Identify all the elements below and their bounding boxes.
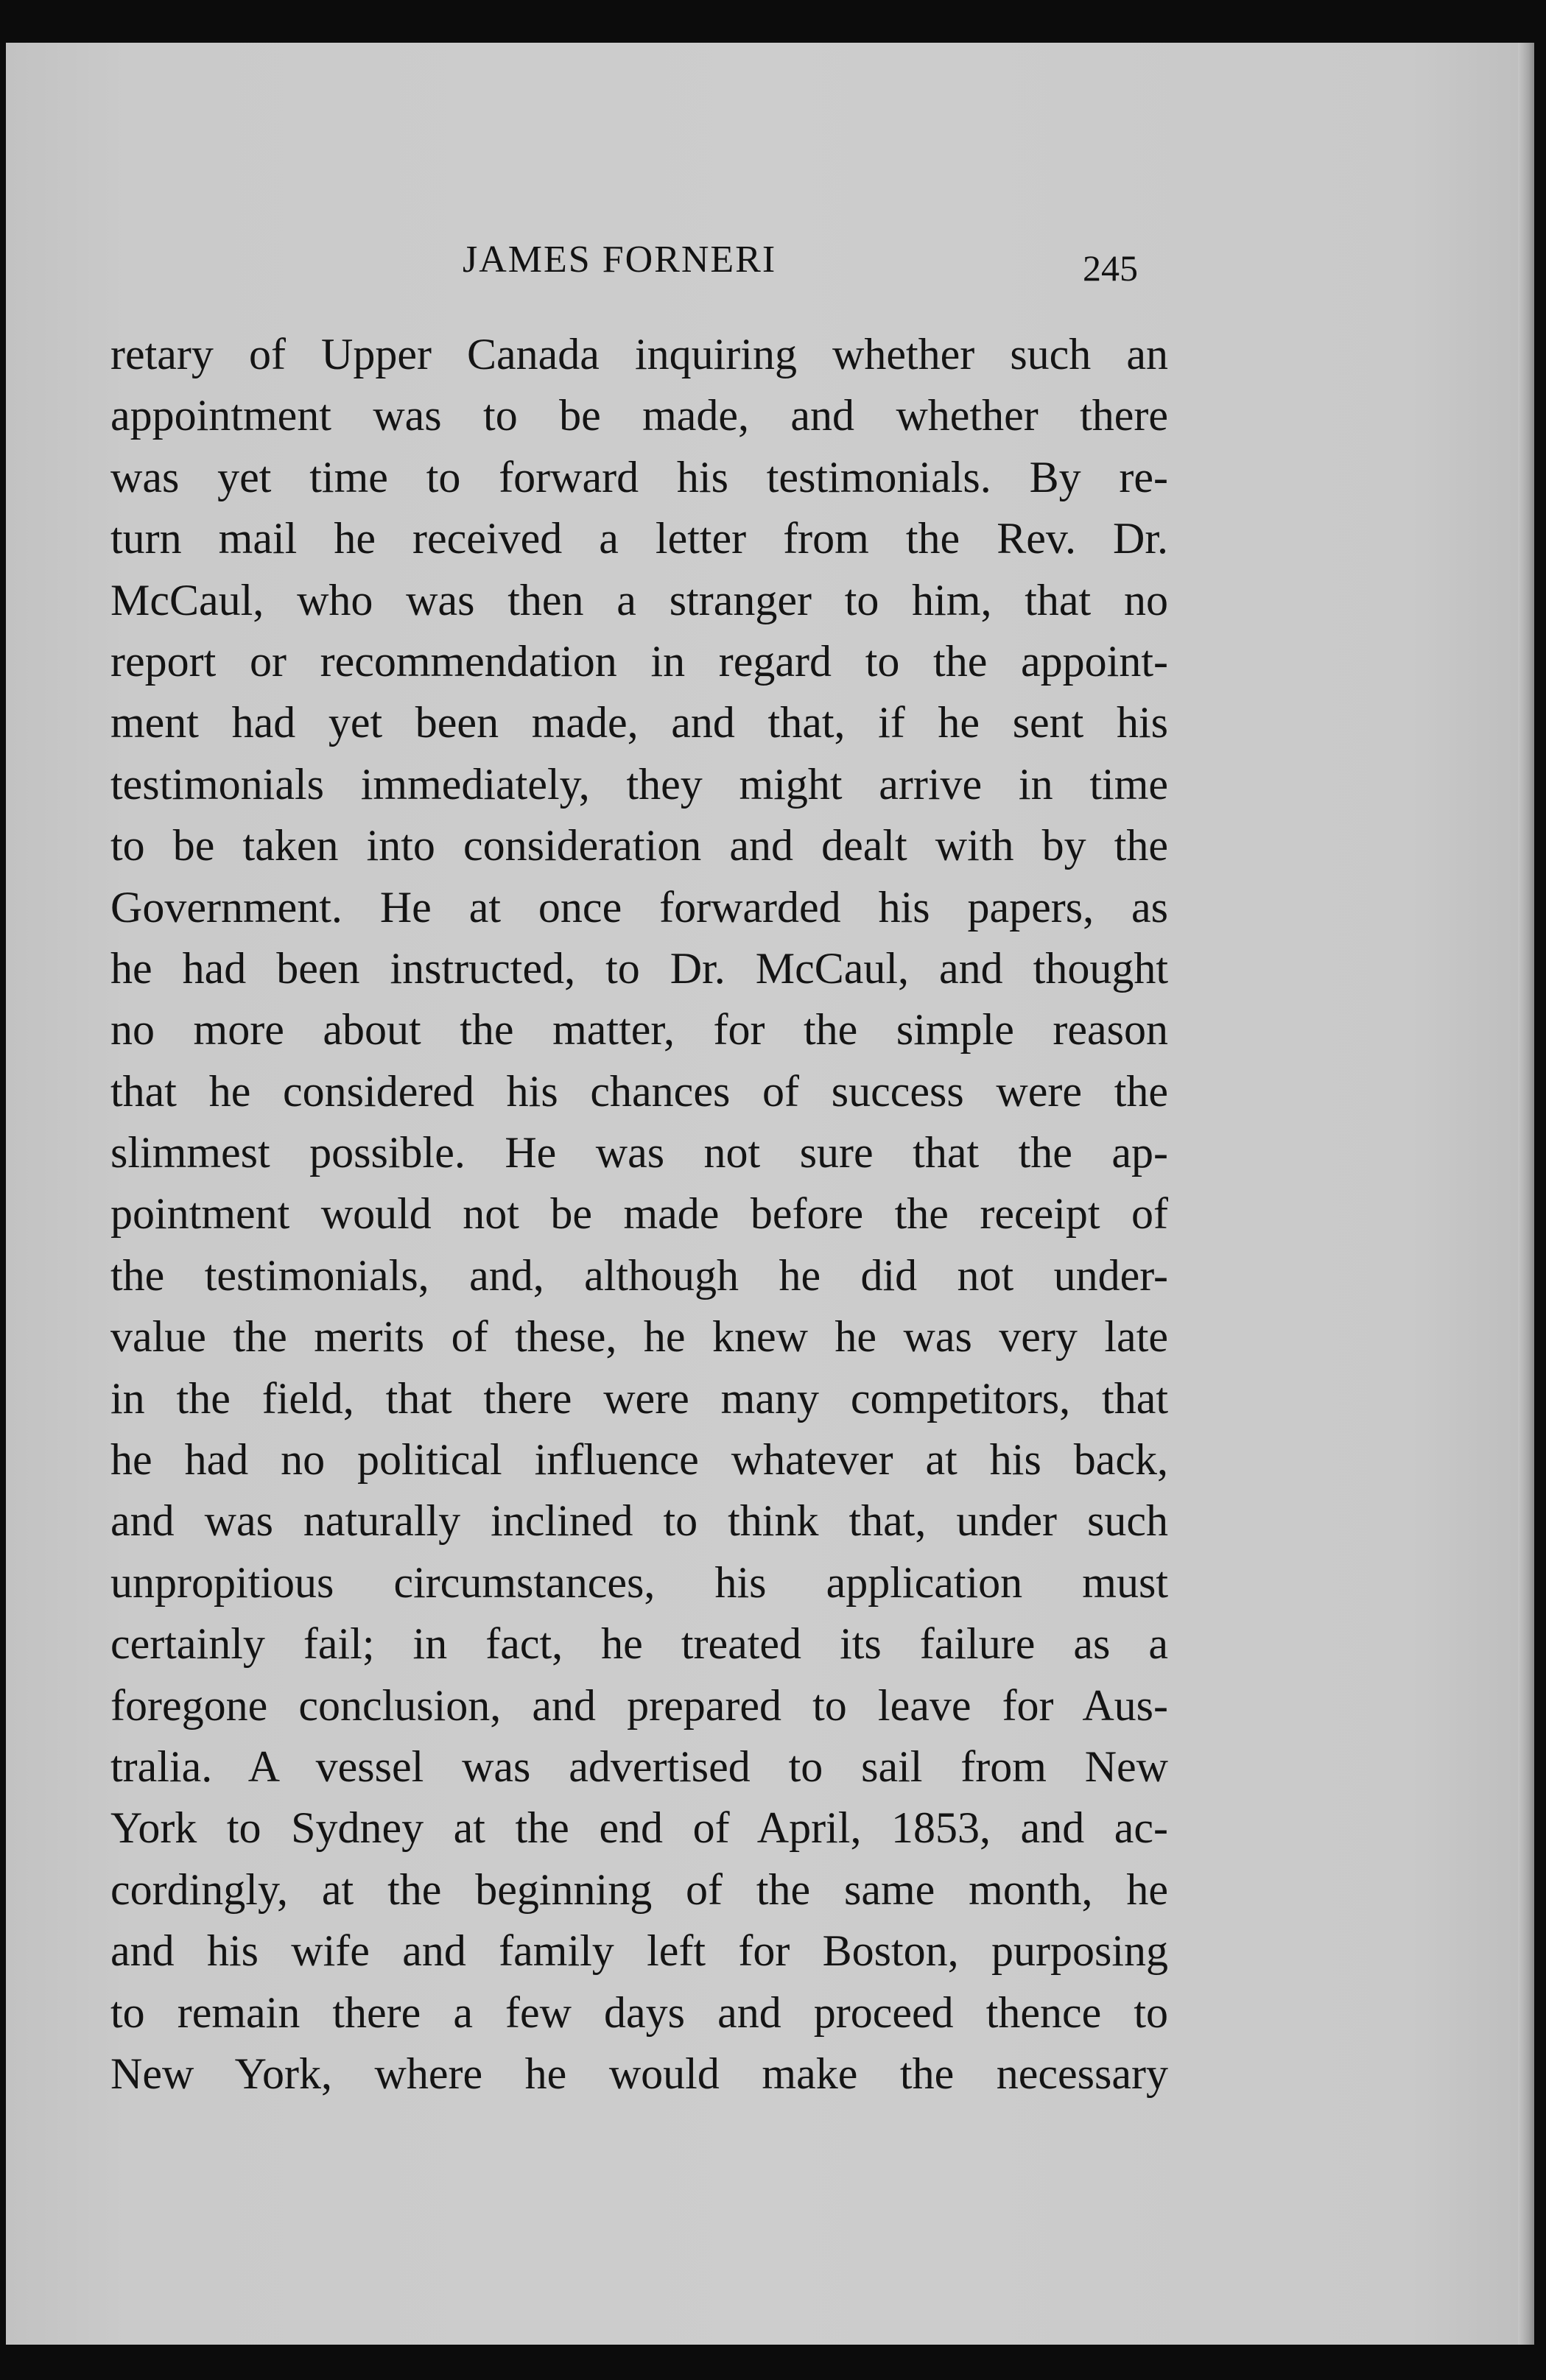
text-line: tralia. A vessel was advertised to sail from New bbox=[110, 1742, 1168, 1791]
text-line: to remain there a few days and proceed thence to bbox=[110, 1988, 1168, 2037]
text-line: and his wife and family left for Boston, purposing bbox=[110, 1926, 1168, 1976]
text-line: he had been instructed, to Dr. McCaul, and thought bbox=[110, 943, 1168, 993]
text-line: in the field, that there were many competitors, that bbox=[110, 1373, 1168, 1423]
running-title: JAMES FORNERI bbox=[463, 239, 777, 281]
body-text bbox=[110, 324, 1168, 2105]
page-edge-shadow bbox=[1518, 43, 1534, 2345]
text-line: cordingly, at the beginning of the same month, he bbox=[110, 1865, 1168, 1914]
text-line: that he considered his chances of success were the bbox=[110, 1066, 1168, 1116]
book-page bbox=[6, 43, 1534, 2345]
text-line: McCaul, who was then a stranger to him, that no bbox=[110, 575, 1168, 624]
running-head bbox=[6, 238, 1534, 319]
page-number: 245 bbox=[1083, 247, 1138, 289]
text-line: value the merits of these, he knew he was very late bbox=[110, 1312, 1168, 1362]
text-line: no more about the matter, for the simple reason bbox=[110, 1005, 1168, 1055]
text-line: unpropitious circumstances, his application must bbox=[110, 1557, 1168, 1607]
text-line: New York, where he would make the necessary bbox=[110, 2049, 1168, 2098]
text-line: certainly fail; in fact, he treated its failure as a bbox=[110, 1619, 1168, 1669]
text-line: to be taken into consideration and dealt with by the bbox=[110, 821, 1168, 870]
text-line: slimmest possible. He was not sure that the ap- bbox=[110, 1128, 1168, 1177]
text-line: testimonials immediately, they might arrive in time bbox=[110, 759, 1168, 809]
text-line: ment had yet been made, and that, if he sent his bbox=[110, 698, 1168, 747]
text-line: appointment was to be made, and whether there bbox=[110, 391, 1168, 440]
text-line: pointment would not be made before the receipt of bbox=[110, 1189, 1168, 1239]
text-line: the testimonials, and, although he did not under- bbox=[110, 1250, 1168, 1300]
text-line: retary of Upper Canada inquiring whether such an bbox=[110, 330, 1168, 379]
text-line: York to Sydney at the end of April, 1853, and ac- bbox=[110, 1803, 1168, 1853]
text-line: report or recommendation in regard to the appoint- bbox=[110, 636, 1168, 686]
text-line: he had no political influence whatever at his back, bbox=[110, 1435, 1168, 1485]
text-line: and was naturally inclined to think that, under such bbox=[110, 1496, 1168, 1546]
text-line: turn mail he received a letter from the Rev. Dr. bbox=[110, 514, 1168, 563]
text-line: Government. He at once forwarded his papers, as bbox=[110, 882, 1168, 932]
text-line: was yet time to forward his testimonials. By re- bbox=[110, 452, 1168, 501]
text-line: foregone conclusion, and prepared to leave for Aus- bbox=[110, 1680, 1168, 1730]
